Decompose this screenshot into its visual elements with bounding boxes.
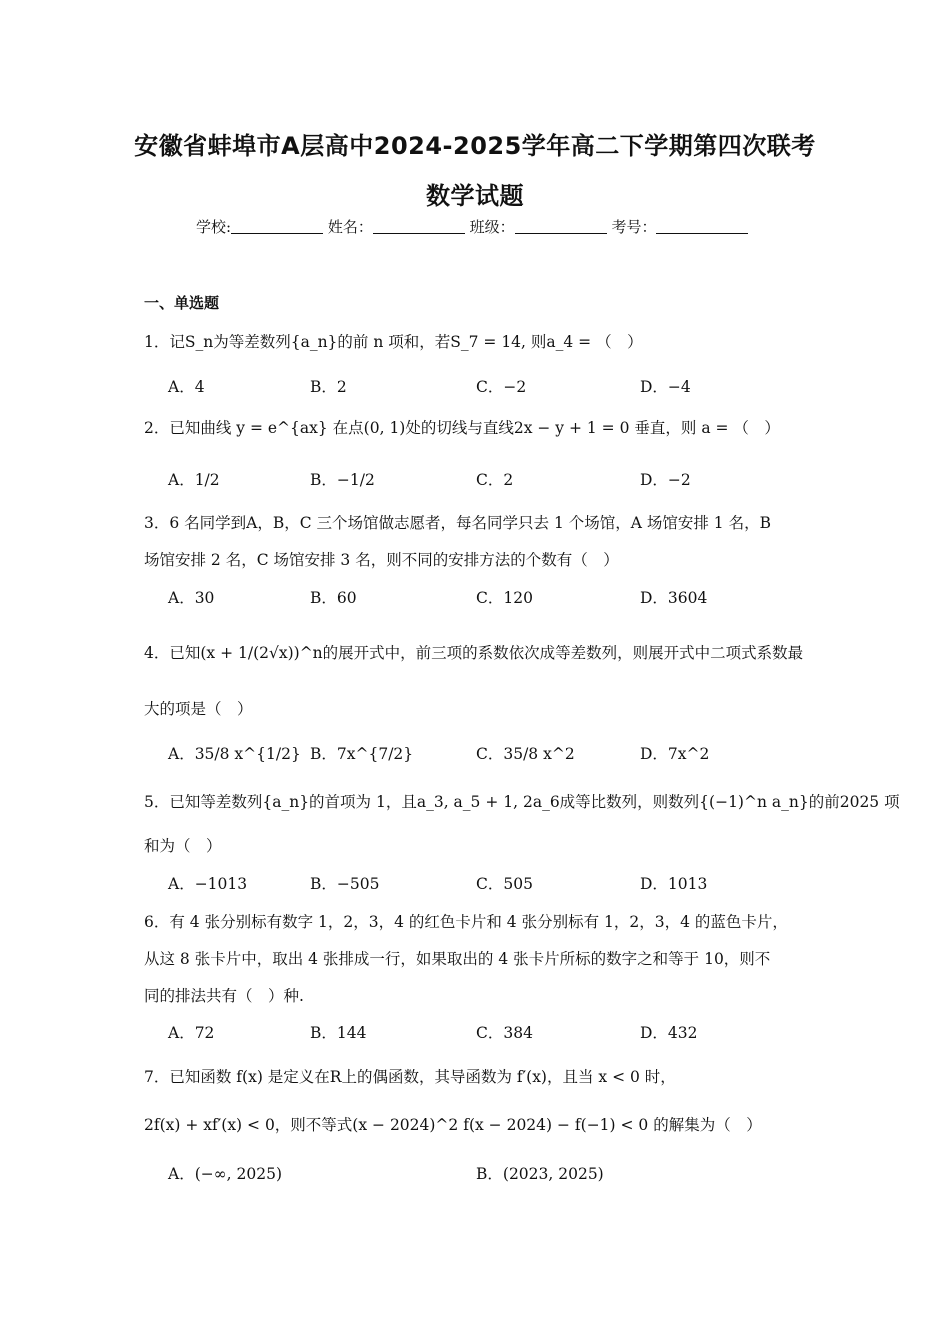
exam-title-line2: 数学试题 xyxy=(426,182,524,210)
q2-option-d[interactable]: D．−2 xyxy=(640,471,691,489)
question-4-stem-line1: 4．已知(x + 1/(2√x))^n的展开式中，前三项的系数依次成等差数列，则展开式中二项式系数最 xyxy=(144,644,804,662)
school-label: 学校: xyxy=(196,218,232,236)
q1-option-a[interactable]: A．4 xyxy=(168,378,205,396)
q4-option-b[interactable]: B．7x^{7/2} xyxy=(310,745,414,763)
q4-option-a[interactable]: A．35/8 x^{1/2} xyxy=(168,745,301,763)
student-info-row xyxy=(196,216,748,237)
question-6-stem-line2: 从这 8 张卡片中，取出 4 张排成一行，如果取出的 4 张卡片所标的数字之和等于 10，则不 xyxy=(144,950,771,968)
question-3-stem-line1: 3．6 名同学到A，B，C 三个场馆做志愿者，每名同学只去 1 个场馆，A 场馆安排 1 名，B xyxy=(144,514,771,532)
q4-option-c[interactable]: C．35/8 x^2 xyxy=(476,745,575,763)
class-label: 班级： xyxy=(469,218,515,236)
q2-option-b[interactable]: B．−1/2 xyxy=(310,471,375,489)
question-4-stem-line2: 大的项是（ ） xyxy=(144,700,253,718)
question-5-stem-line2: 和为（ ） xyxy=(144,837,222,855)
q6-option-b[interactable]: B．144 xyxy=(310,1024,367,1042)
q6-option-c[interactable]: C．384 xyxy=(476,1024,533,1042)
question-5-stem-line1: 5．已知等差数列{a_n}的首项为 1，且a_3, a_5 + 1, 2a_6成等比数列，则数列{(−1)^n a_n}的前2025 项 xyxy=(144,793,900,811)
exam-no-label: 考号： xyxy=(611,218,657,236)
section-title: 一、单选题 xyxy=(144,294,220,312)
q3-option-a[interactable]: A．30 xyxy=(168,589,215,607)
question-7-stem-line1: 7．已知函数 f(x) 是定义在R上的偶函数，其导函数为 f′(x)，且当 x < 0 时， xyxy=(144,1068,676,1086)
q7-option-b[interactable]: B．(2023, 2025) xyxy=(476,1165,604,1183)
question-2-stem: 2．已知曲线 y = e^{ax} 在点(0, 1)处的切线与直线2x − y + 1 = 0 垂直，则 a = （ ） xyxy=(144,419,780,437)
q1-option-c[interactable]: C．−2 xyxy=(476,378,527,396)
q5-option-c[interactable]: C．505 xyxy=(476,875,533,893)
q2-option-a[interactable]: A．1/2 xyxy=(168,471,220,489)
q3-option-c[interactable]: C．120 xyxy=(476,589,533,607)
exam-no-blank[interactable] xyxy=(656,219,748,234)
q6-option-a[interactable]: A．72 xyxy=(168,1024,215,1042)
q1-option-d[interactable]: D．−4 xyxy=(640,378,691,396)
q3-option-b[interactable]: B．60 xyxy=(310,589,357,607)
school-blank[interactable] xyxy=(231,219,323,234)
question-6-stem-line3: 同的排法共有（ ）种. xyxy=(144,987,304,1005)
q5-option-a[interactable]: A．−1013 xyxy=(168,875,248,893)
class-blank[interactable] xyxy=(515,219,607,234)
question-7-stem-line2: 2f(x) + xf′(x) < 0，则不等式(x − 2024)^2 f(x − 2024) − f(−1) < 0 的解集为（ ） xyxy=(144,1116,762,1134)
q2-option-c[interactable]: C．2 xyxy=(476,471,514,489)
q4-option-d[interactable]: D．7x^2 xyxy=(640,745,710,763)
q7-option-a[interactable]: A．(−∞, 2025) xyxy=(168,1165,282,1183)
q5-option-d[interactable]: D．1013 xyxy=(640,875,708,893)
q5-option-b[interactable]: B．−505 xyxy=(310,875,380,893)
exam-title-line1: 安徽省蚌埠市A层高中2024-2025学年高二下学期第四次联考 xyxy=(134,132,816,160)
q6-option-d[interactable]: D．432 xyxy=(640,1024,698,1042)
question-1-stem: 1．记S_n为等差数列{a_n}的前 n 项和，若S_7 = 14, 则a_4 = （ ） xyxy=(144,333,643,351)
name-label: 姓名： xyxy=(327,218,373,236)
name-blank[interactable] xyxy=(373,219,465,234)
question-6-stem-line1: 6．有 4 张分别标有数字 1，2，3，4 的红色卡片和 4 张分别标有 1，2，3，4 的蓝色卡片， xyxy=(144,913,788,931)
q3-option-d[interactable]: D．3604 xyxy=(640,589,708,607)
question-3-stem-line2: 场馆安排 2 名，C 场馆安排 3 名，则不同的安排方法的个数有（ ） xyxy=(144,551,619,569)
q1-option-b[interactable]: B．2 xyxy=(310,378,347,396)
